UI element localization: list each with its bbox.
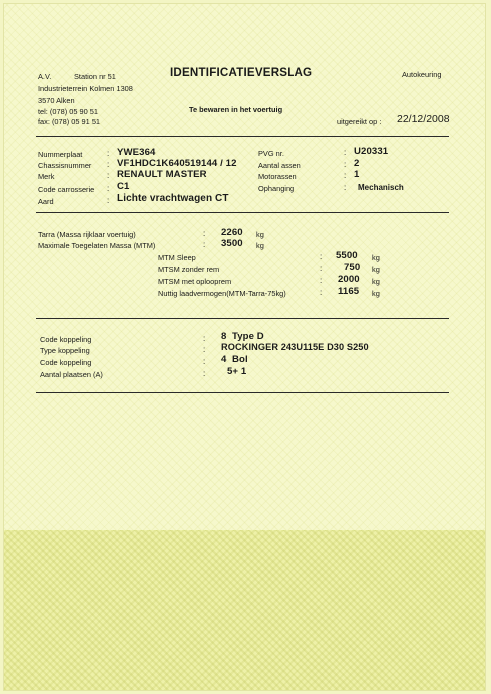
colon: : — [344, 160, 347, 169]
coupling-code-2-value: 4 Bol — [221, 354, 248, 365]
colon: : — [203, 229, 206, 238]
suspension-value: Mechanisch — [358, 183, 404, 192]
towing-label: Nuttig laadvermogen(MTM-Tarra-75kg) — [158, 289, 286, 298]
pvg-label: PVG nr. — [258, 149, 284, 158]
towing-unit: kg — [372, 253, 380, 262]
coupling-code-value: 8 Type D — [221, 331, 264, 342]
header-divider — [36, 136, 449, 137]
body-code-label: Code carrosserie — [38, 185, 95, 194]
tare-value: 2260 — [221, 227, 243, 238]
coupling-type-label: Type koppeling — [40, 346, 90, 355]
suspension-label: Ophanging — [258, 184, 295, 193]
coupling-code-label: Code koppeling — [40, 335, 92, 344]
towing-label: MTSM zonder rem — [158, 265, 220, 274]
towing-unit: kg — [372, 289, 380, 298]
av-label: A.V. — [38, 72, 52, 81]
coupling-code-2-label: Code koppeling — [40, 358, 92, 367]
station-number: Station nr 51 — [74, 72, 116, 81]
axles-label: Aantal assen — [258, 161, 301, 170]
keep-in-vehicle-notice: Te bewaren in het voertuig — [189, 105, 283, 114]
colon: : — [320, 288, 323, 297]
colon: : — [320, 276, 323, 285]
colon: : — [203, 334, 206, 343]
colon: : — [107, 171, 110, 180]
towing-value: 2000 — [338, 274, 360, 285]
coupling-type-value: ROCKINGER 243U115E D30 S250 — [221, 342, 369, 352]
organisation-name: Autokeuring — [402, 70, 442, 79]
mtm-label: Maximale Toegelaten Massa (MTM) — [38, 241, 156, 250]
seats-value: 5+ 1 — [227, 366, 247, 377]
towing-value: 1165 — [338, 286, 360, 297]
coupling-divider — [36, 392, 449, 393]
colon: : — [344, 171, 347, 180]
security-pattern-band — [4, 530, 485, 690]
chassis-label: Chassisnummer — [38, 161, 92, 170]
towing-label: MTSM met oplooprem — [158, 277, 232, 286]
issued-date: 22/12/2008 — [397, 113, 450, 125]
colon: : — [320, 252, 323, 261]
colon: : — [344, 183, 347, 192]
driven-axles-label: Motorassen — [258, 172, 297, 181]
seats-label: Aantal plaatsen (A) — [40, 370, 103, 379]
axles-value: 2 — [354, 158, 360, 169]
address-line-2: 3570 Alken — [38, 96, 75, 105]
towing-unit: kg — [372, 265, 380, 274]
chassis-value: VF1HDC1K640519144 / 12 — [117, 158, 237, 169]
colon: : — [107, 149, 110, 158]
mtm-unit: kg — [256, 241, 264, 250]
mtm-value: 3500 — [221, 238, 243, 249]
colon: : — [203, 240, 206, 249]
body-code-value: C1 — [117, 181, 130, 192]
towing-value: 750 — [344, 262, 361, 273]
vehicle-type-value: Lichte vrachtwagen CT — [117, 193, 229, 204]
towing-label: MTM Sleep — [158, 253, 196, 262]
vehicle-divider — [36, 212, 449, 213]
driven-axles-value: 1 — [354, 169, 360, 180]
towing-value: 5500 — [336, 250, 358, 261]
vehicle-type-label: Aard — [38, 197, 54, 206]
address-line-1: Industrieterrein Kolmen 1308 — [38, 84, 133, 93]
colon: : — [107, 160, 110, 169]
towing-unit: kg — [372, 277, 380, 286]
colon: : — [203, 357, 206, 366]
telephone: tel: (078) 05 90 51 — [38, 107, 98, 116]
tare-unit: kg — [256, 230, 264, 239]
colon: : — [107, 196, 110, 205]
make-label: Merk — [38, 172, 55, 181]
colon: : — [320, 264, 323, 273]
make-value: RENAULT MASTER — [117, 169, 207, 180]
colon: : — [344, 148, 347, 157]
pvg-value: U20331 — [354, 146, 389, 157]
tare-label: Tarra (Massa rijklaar voertuig) — [38, 230, 136, 239]
colon: : — [203, 345, 206, 354]
colon: : — [203, 369, 206, 378]
fax: fax: (078) 05 91 51 — [38, 117, 101, 126]
document-title: IDENTIFICATIEVERSLAG — [170, 66, 313, 79]
plate-label: Nummerplaat — [38, 150, 83, 159]
colon: : — [107, 184, 110, 193]
masses-divider — [36, 318, 449, 319]
plate-value: YWE364 — [117, 147, 156, 158]
issued-label: uitgereikt op : — [337, 117, 382, 126]
